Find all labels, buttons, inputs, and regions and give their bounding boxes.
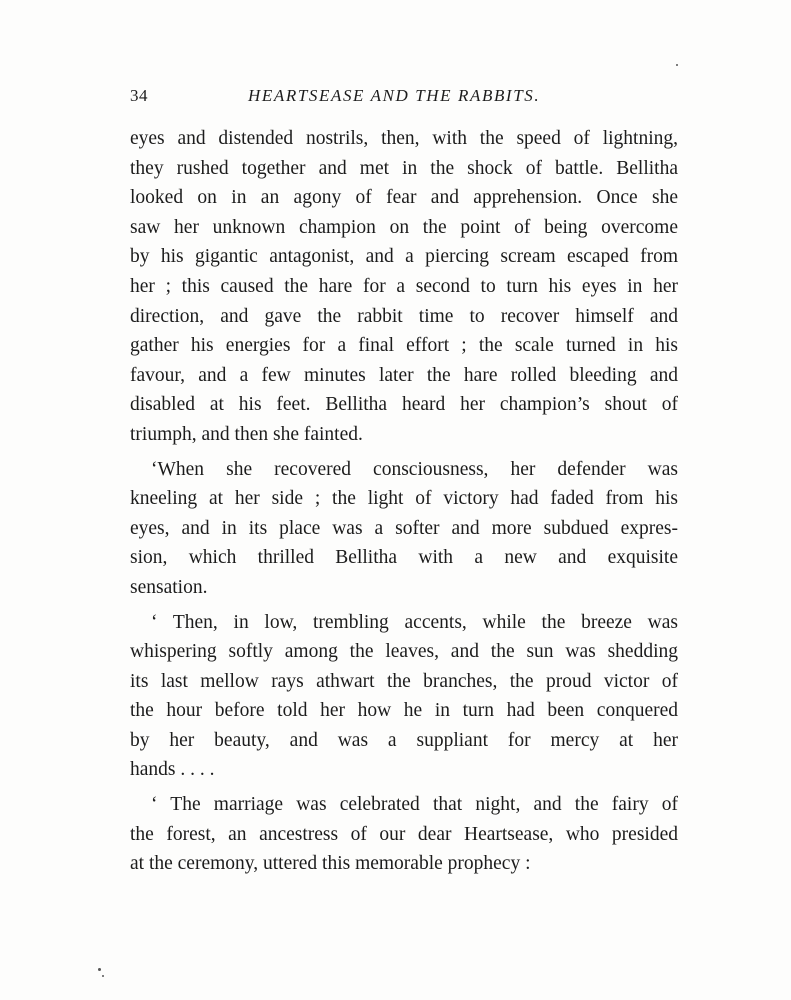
text-line: ‘When she recovered consciousness, her defender was [151, 458, 678, 480]
text-line: saw her unknown champion on the point of being overcome [130, 216, 678, 238]
text-line: disabled at his feet. Bellitha heard her champion’s shout of [130, 394, 678, 416]
body-text [130, 124, 678, 879]
text-line: direction, and gave the rabbit time to recover himself and [130, 305, 678, 327]
text-line: sensation. [130, 576, 208, 598]
text-line: sion, which thrilled Bellitha with a new and exquisite [130, 547, 678, 569]
paragraph [130, 608, 678, 786]
text-line: looked on in an agony of fear and apprehension. Once she [130, 187, 678, 209]
paragraph [130, 790, 678, 879]
text-line: kneeling at her side ; the light of victory had faded from his [130, 488, 678, 510]
text-line: gather his energies for a final effort ; the scale turned in his [130, 335, 678, 357]
text-line: they rushed together and met in the shock of battle. Bellitha [130, 157, 678, 179]
text-line: hands . . . . [130, 759, 215, 781]
text-line: by her beauty, and was a suppliant for mercy at her [130, 729, 678, 751]
ink-speck [98, 968, 101, 971]
text-line: by his gigantic antagonist, and a piercing scream escaped from [130, 246, 678, 268]
text-line: at the ceremony, uttered this memorable prophecy : [130, 853, 531, 875]
text-line: eyes, and in its place was a softer and more subdued expres- [130, 517, 678, 539]
text-line: eyes and distended nostrils, then, with the speed of lightning, [130, 128, 678, 149]
text-line: triumph, and then she fainted. [130, 423, 363, 445]
running-head [130, 86, 678, 112]
text-line: favour, and a few minutes later the hare rolled bleeding and [130, 364, 678, 386]
running-title: HEARTSEASE AND THE RABBITS. [248, 86, 541, 105]
page-number: 34 [130, 86, 148, 105]
text-line: the forest, an ancestress of our dear Heartsease, who presided [130, 823, 678, 845]
text-line: whispering softly among the leaves, and the sun was shedding [130, 641, 678, 663]
text-line: ‘ The marriage was celebrated that night, and the fairy of [151, 794, 678, 816]
text-line: the hour before told her how he in turn had been conquered [130, 700, 678, 722]
ink-speck [102, 975, 104, 977]
text-line: its last mellow rays athwart the branches, the proud victor of [130, 670, 678, 692]
ink-speck [676, 64, 678, 66]
text-line: her ; this caused the hare for a second to turn his eyes in her [130, 275, 678, 297]
paragraph [130, 455, 678, 603]
text-line: ‘ Then, in low, trembling accents, while the breeze was [151, 611, 678, 633]
paragraph [130, 124, 678, 450]
